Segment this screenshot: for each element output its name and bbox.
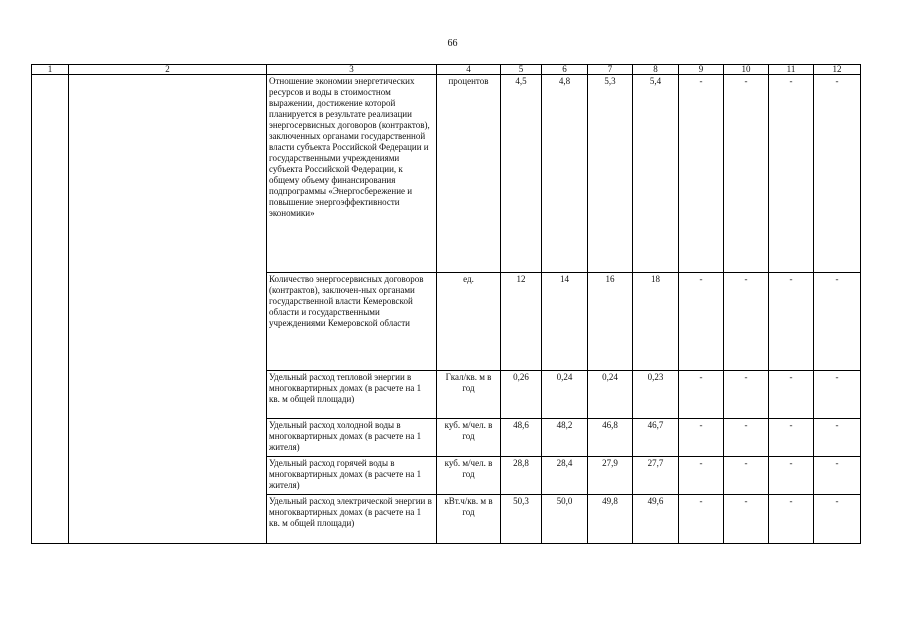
value-cell: 50,3 bbox=[501, 495, 542, 544]
column-header: 7 bbox=[588, 65, 633, 75]
value-cell: - bbox=[724, 75, 769, 273]
value-cell: 0,24 bbox=[588, 371, 633, 419]
column-header: 2 bbox=[69, 65, 267, 75]
column-header: 9 bbox=[679, 65, 724, 75]
indicator-name: Удельный расход тепловой энергии в многоквартирных домах (в расчете на 1 кв. м общей площади) bbox=[267, 371, 437, 419]
column-header: 12 bbox=[814, 65, 861, 75]
value-cell: 28,8 bbox=[501, 457, 542, 495]
value-cell: - bbox=[814, 75, 861, 273]
value-cell: 5,4 bbox=[633, 75, 679, 273]
value-cell: - bbox=[814, 419, 861, 457]
indicator-name: Количество энергосервисных договоров (контрактов), заключен-ных органами государственной власти Кемеровской области и государственными учреждениями Кемеровской области bbox=[267, 273, 437, 371]
page-number: 66 bbox=[447, 38, 458, 49]
indicator-name: Удельный расход электрической энергии в многоквартирных домах (в расчете на 1 кв. м общей площади) bbox=[267, 495, 437, 544]
indicator-name: Отношение экономии энергетических ресурсов и воды в стоимостном выражении, достижение которой планируется в результате реализации энергосервисных договоров (контрактов), заключенных органами государственной власти субъекта Российской Федерации и государственными учреждениями субъекта Российской Федерации, к общему объему финансирования подпрограммы «Энергосбережение и повышение энергоэффективности экономики» bbox=[267, 75, 437, 273]
value-cell: 4,8 bbox=[542, 75, 588, 273]
value-cell: - bbox=[769, 495, 814, 544]
value-cell: 49,6 bbox=[633, 495, 679, 544]
value-cell: - bbox=[679, 273, 724, 371]
value-cell: - bbox=[724, 495, 769, 544]
blank-cell bbox=[32, 75, 69, 544]
indicator-unit: процентов bbox=[437, 75, 501, 273]
value-cell: - bbox=[769, 273, 814, 371]
indicator-unit: кВт.ч/кв. м в год bbox=[437, 495, 501, 544]
column-header: 4 bbox=[437, 65, 501, 75]
value-cell: - bbox=[814, 371, 861, 419]
value-cell: 27,7 bbox=[633, 457, 679, 495]
indicator-name: Удельный расход холодной воды в многоквартирных домах (в расчете на 1 жителя) bbox=[267, 419, 437, 457]
value-cell: 18 bbox=[633, 273, 679, 371]
value-cell: 27,9 bbox=[588, 457, 633, 495]
value-cell: 28,4 bbox=[542, 457, 588, 495]
value-cell: - bbox=[769, 371, 814, 419]
value-cell: - bbox=[724, 419, 769, 457]
value-cell: 16 bbox=[588, 273, 633, 371]
indicators-table bbox=[31, 64, 861, 544]
indicator-unit: ед. bbox=[437, 273, 501, 371]
value-cell: 50,0 bbox=[542, 495, 588, 544]
column-header: 5 bbox=[501, 65, 542, 75]
value-cell: 48,2 bbox=[542, 419, 588, 457]
column-header: 3 bbox=[267, 65, 437, 75]
value-cell: - bbox=[679, 419, 724, 457]
column-header: 6 bbox=[542, 65, 588, 75]
column-header: 8 bbox=[633, 65, 679, 75]
value-cell: 46,7 bbox=[633, 419, 679, 457]
value-cell: 48,6 bbox=[501, 419, 542, 457]
table-row bbox=[32, 75, 861, 273]
value-cell: 4,5 bbox=[501, 75, 542, 273]
value-cell: - bbox=[814, 457, 861, 495]
blank-cell bbox=[69, 75, 267, 544]
value-cell: - bbox=[724, 371, 769, 419]
column-header: 10 bbox=[724, 65, 769, 75]
value-cell: 46,8 bbox=[588, 419, 633, 457]
value-cell: - bbox=[679, 457, 724, 495]
value-cell: 12 bbox=[501, 273, 542, 371]
value-cell: - bbox=[679, 495, 724, 544]
value-cell: - bbox=[679, 75, 724, 273]
value-cell: - bbox=[814, 273, 861, 371]
value-cell: 0,24 bbox=[542, 371, 588, 419]
value-cell: - bbox=[724, 273, 769, 371]
indicator-name: Удельный расход горячей воды в многоквартирных домах (в расчете на 1 жителя) bbox=[267, 457, 437, 495]
value-cell: 14 bbox=[542, 273, 588, 371]
indicator-unit: Гкал/кв. м в год bbox=[437, 371, 501, 419]
value-cell: 5,3 bbox=[588, 75, 633, 273]
column-header: 11 bbox=[769, 65, 814, 75]
indicator-unit: куб. м/чел. в год bbox=[437, 419, 501, 457]
value-cell: 49,8 bbox=[588, 495, 633, 544]
value-cell: - bbox=[724, 457, 769, 495]
value-cell: 0,26 bbox=[501, 371, 542, 419]
value-cell: - bbox=[769, 75, 814, 273]
indicator-unit: куб. м/чел. в год bbox=[437, 457, 501, 495]
value-cell: 0,23 bbox=[633, 371, 679, 419]
value-cell: - bbox=[769, 419, 814, 457]
column-header: 1 bbox=[32, 65, 69, 75]
value-cell: - bbox=[769, 457, 814, 495]
column-number-row bbox=[32, 65, 861, 75]
value-cell: - bbox=[814, 495, 861, 544]
value-cell: - bbox=[679, 371, 724, 419]
